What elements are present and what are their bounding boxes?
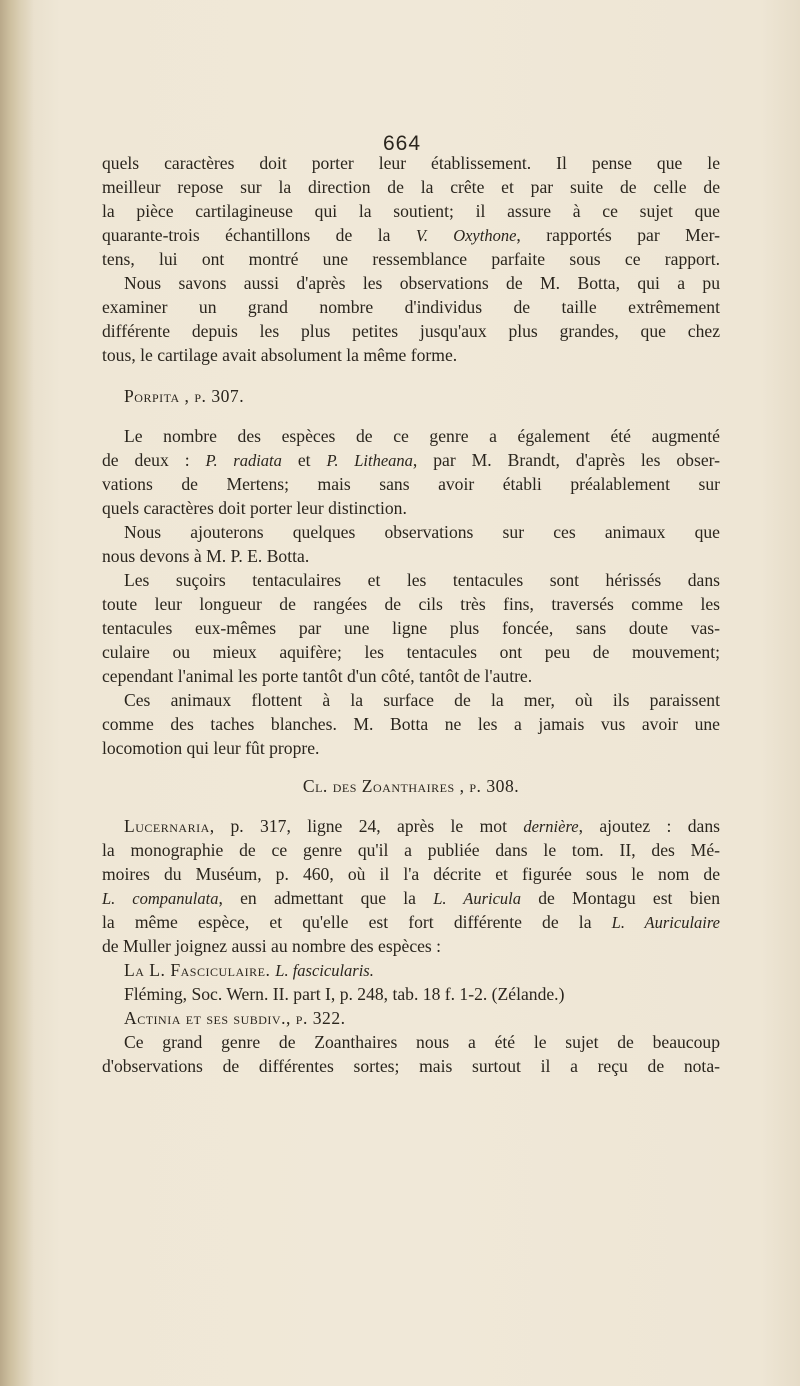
- text-line: la même espèce, et qu'elle est fort différente de la L. Auriculaire: [102, 912, 720, 932]
- species-name: V. Oxythone: [415, 226, 517, 245]
- species-name: P. Litheana: [326, 451, 413, 470]
- text-line: vations de Mertens; mais sans avoir établi préalablement sur: [102, 474, 720, 494]
- page-number: 664: [382, 132, 422, 155]
- page-gutter-shadow: [0, 0, 34, 1386]
- text-line: culaire ou mieux aquifère; les tentacules ont peu de mouvement;: [102, 642, 720, 662]
- text-line: cependant l'animal les porte tantôt d'un côté, tantôt de l'autre.: [102, 666, 533, 686]
- text-line: quels caractères doit porter leur établissement. Il pense que le: [102, 153, 720, 173]
- section-heading-actinia: Actinia et ses subdiv., p. 322.: [124, 1008, 346, 1028]
- text-line: toute leur longueur de rangées de cils très fins, traversés comme les: [102, 594, 720, 614]
- text-line: comme des taches blanches. M. Botta ne les a jamais vus avoir une: [102, 714, 720, 734]
- text-line: Nous savons aussi d'après les observations de M. Botta, qui a pu: [124, 273, 720, 293]
- text-line: tentacules eux-mêmes par une ligne plus foncée, sans doute vas-: [102, 618, 720, 638]
- text-line: locomotion qui leur fût propre.: [102, 738, 320, 758]
- text-line: Lucernaria, p. 317, ligne 24, après le mot dernière, ajoutez : dans: [124, 816, 720, 836]
- text-line: Ces animaux flottent à la surface de la mer, où ils paraissent: [124, 690, 720, 710]
- text-line: tous, le cartilage avait absolument la même forme.: [102, 345, 458, 365]
- text-line: Le nombre des espèces de ce genre a également été augmenté: [124, 426, 720, 446]
- text-line: la monographie de ce genre qu'il a publiée dans le tom. II, des Mé-: [102, 840, 720, 860]
- text-line: Nous ajouterons quelques observations sur ces animaux que: [124, 522, 720, 542]
- text-line: La L. Fasciculaire. L. fascicularis.: [124, 960, 374, 980]
- text-line: Ce grand genre de Zoanthaires nous a été le sujet de beaucoup: [124, 1032, 720, 1052]
- section-heading-zoanthaires: Cl. des Zoanthaires , p. 308.: [302, 776, 520, 796]
- text-line: L. companulata, en admettant que la L. Auricula de Montagu est bien: [102, 888, 721, 908]
- text-line: de Muller joignez aussi au nombre des espèces :: [102, 936, 442, 956]
- text-line: moires du Muséum, p. 460, où il l'a décrite et figurée sous le nom de: [102, 864, 720, 884]
- text-line: meilleur repose sur la direction de la crête et par suite de celle de: [102, 177, 720, 197]
- text-line: différente depuis les plus petites jusqu'aux plus grandes, que chez: [102, 321, 720, 341]
- species-name: P. radiata: [205, 451, 282, 470]
- text-line: Les suçoirs tentaculaires et les tentacules sont hérissés dans: [124, 570, 720, 590]
- text-line: tens, lui ont montré une ressemblance parfaite sous ce rapport.: [102, 249, 720, 269]
- text-line: Fléming, Soc. Wern. II. part I, p. 248, tab. 18 f. 1-2. (Zélande.): [124, 984, 565, 1004]
- text-line: d'observations de différentes sortes; mais surtout il a reçu de nota-: [102, 1056, 720, 1076]
- text-line: examiner un grand nombre d'individus de taille extrêmement: [102, 297, 720, 317]
- text-line: la pièce cartilagineuse qui la soutient; il assure à ce sujet que: [102, 201, 720, 221]
- section-heading-porpita: Porpita , p. 307.: [124, 386, 245, 406]
- text-line: nous devons à M. P. E. Botta.: [102, 546, 310, 566]
- text-line: quels caractères doit porter leur distinction.: [102, 498, 407, 518]
- text-line: de deux : P. radiata et P. Litheana, par M. Brandt, d'après les obser-: [102, 450, 720, 470]
- text-line: quarante-trois échantillons de la V. Oxythone, rapportés par Mer-: [102, 225, 720, 245]
